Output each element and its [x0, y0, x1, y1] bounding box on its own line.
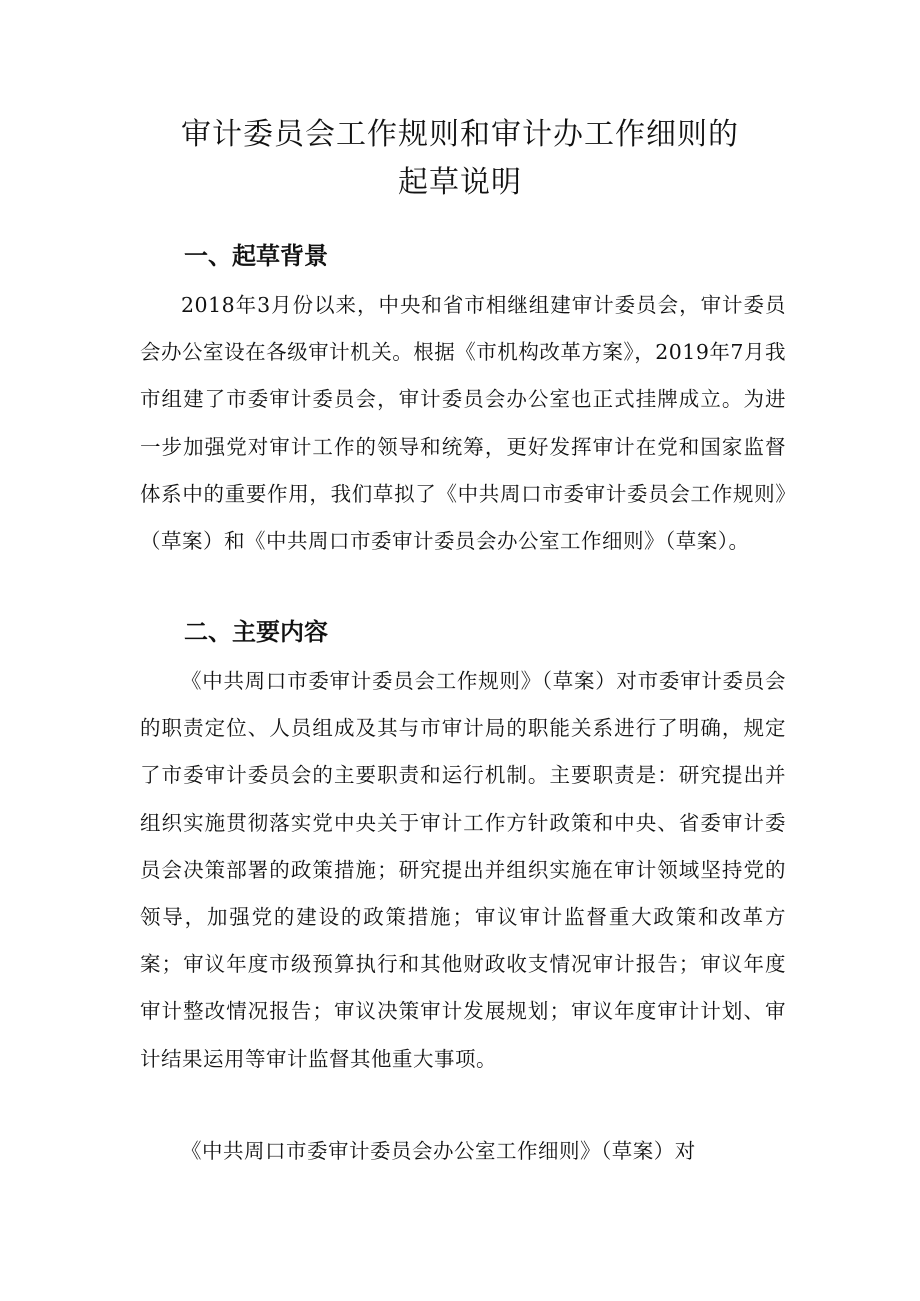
document-title-line-2: 起草说明 — [398, 165, 522, 200]
section-2-paragraph-2: 《中共周口市委审计委员会办公室工作细则》（草案）对 — [181, 1139, 696, 1163]
section-2-paragraph-1: 《中共周口市委审计委员会工作规则》（草案）对市委审计委员会的职责定位、人员组成及其与市审计局的职能关系进行了明确，规定了市委审计委员会的主要职责和运行机制。主要职责是：研究提出并组织实施贯彻落实党中央关于审计工作方针政策和中央、省委审计委员会决策部署的政策措施；研究提出并组织实施在审计领域坚持党的领导，加强党的建设的政策措施；审议审计监督重大政策和改革方案；审议年度市级预算执行和其他财政收支情况审计报告；审议年度审计整改情况报告；审议决策审计发展规划；审议年度审计计划、审计结果运用等审计监督其他重大事项。 — [140, 669, 786, 1071]
section-2-heading: 二、主要内容 — [184, 618, 328, 646]
document-title-line-1: 审计委员会工作规则和审计办工作细则的 — [181, 117, 739, 152]
section-1-paragraph: 2018年3月份以来，中央和省市相继组建审计委员会，审计委员会办公室设在各级审计机关。根据《市机构改革方案》，2019年7月我市组建了市委审计委员会，审计委员会办公室也正式挂牌成立。为进一步加强党对审计工作的领导和统筹，更好发挥审计在党和国家监督体系中的重要作用，我们草拟了《中共周口市委审计委员会工作规则》（草案）和《中共周口市委审计委员会办公室工作细则》（草案）。 — [140, 293, 786, 554]
section-1-heading: 一、起草背景 — [184, 242, 328, 270]
